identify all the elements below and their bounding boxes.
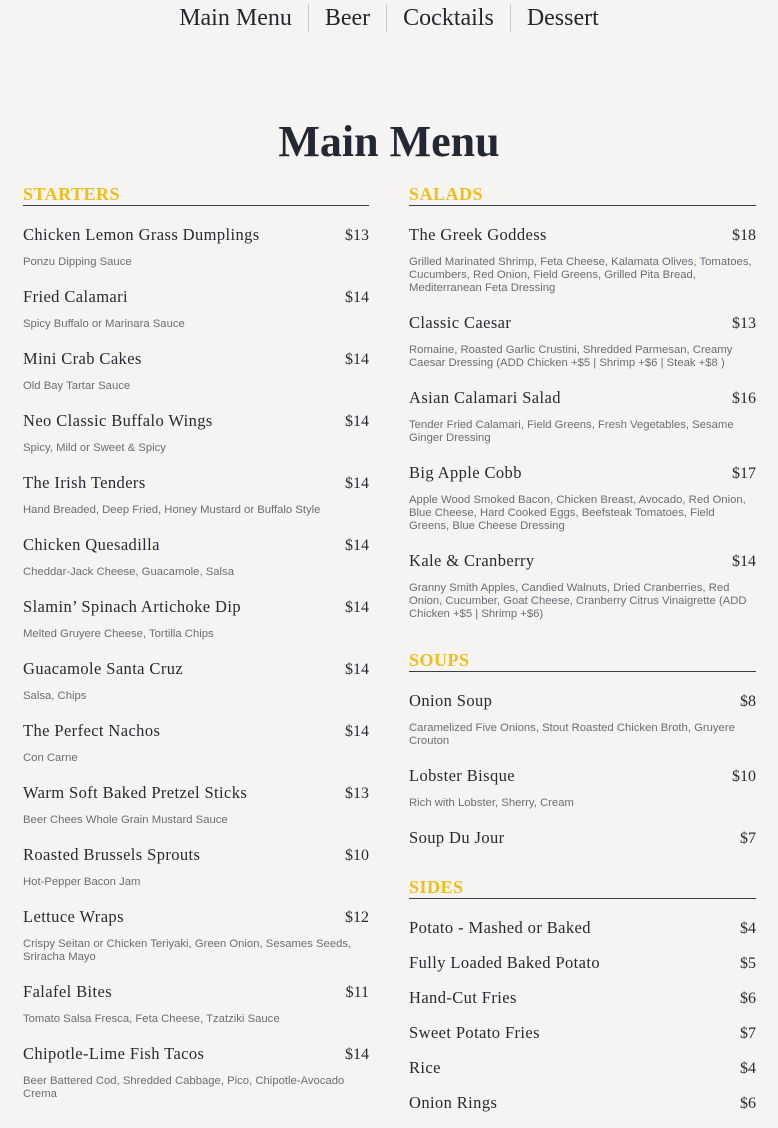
menu-item-name: Sweet Potato Fries	[409, 1023, 540, 1042]
menu-item	[409, 225, 756, 295]
menu-item-row	[409, 953, 756, 973]
menu-item-price: $14	[345, 475, 369, 492]
menu-item-row	[409, 463, 756, 483]
menu-item-price: $18	[732, 227, 756, 244]
menu-item	[23, 982, 369, 1026]
menu-item-price: $14	[345, 413, 369, 430]
menu-item-price: $14	[345, 537, 369, 554]
menu-item	[23, 411, 369, 455]
menu-item-row	[409, 766, 756, 786]
menu-item-name: Neo Classic Buffalo Wings	[23, 411, 213, 430]
menu-item	[23, 721, 369, 765]
menu-item	[409, 1058, 756, 1078]
menu-item-price: $14	[345, 351, 369, 368]
menu-item-price: $10	[732, 768, 756, 785]
menu-item-description: Spicy, Mild or Sweet & Spicy	[23, 442, 166, 454]
menu-item	[409, 463, 756, 533]
nav-cocktails[interactable]: Cocktails	[403, 5, 494, 31]
menu-item-description: Ponzu Dipping Sauce	[23, 256, 132, 268]
menu-item-price: $6	[740, 990, 756, 1007]
section-heading: SALADS	[409, 183, 756, 206]
menu-item-row	[23, 659, 369, 679]
menu-item-name: Mini Crab Cakes	[23, 349, 142, 368]
menu-item-name: Fried Calamari	[23, 287, 129, 306]
menu-item-name: Chicken Quesadilla	[23, 535, 160, 554]
menu-item-price: $13	[732, 315, 756, 332]
menu-item-name: Roasted Brussels Sprouts	[23, 845, 201, 864]
menu-item	[23, 349, 369, 393]
menu-item-description: Cheddar-Jack Cheese, Guacamole, Salsa	[23, 566, 234, 578]
menu-item-row	[23, 411, 369, 431]
menu-item-description: Grilled Marinated Shrimp, Feta Cheese, Kalamata Olives, Tomatoes, Cucumbers, Red Onion, Field Greens, Grilled Pita Bread, Mediterranean Feta Dressing	[409, 256, 752, 294]
menu-item	[23, 535, 369, 579]
menu-item	[409, 918, 756, 938]
menu-item-price: $7	[740, 1025, 756, 1042]
menu-item-name: The Greek Goddess	[409, 225, 547, 244]
menu-item-price: $4	[740, 1060, 756, 1077]
menu-item-name: Fully Loaded Baked Potato	[409, 953, 601, 972]
menu-item-description: Apple Wood Smoked Bacon, Chicken Breast, Avocado, Red Onion, Blue Cheese, Hard Cooked Eggs, Beefsteak Tomatoes, Field Greens, Blue Cheese Dressing	[409, 494, 746, 532]
menu-item-name: Kale & Cranberry	[409, 551, 535, 570]
menu-item-row	[409, 1093, 756, 1113]
menu-item	[409, 828, 756, 848]
top-nav	[0, 0, 778, 36]
menu-item-name: Asian Calamari Salad	[409, 388, 561, 407]
menu-item-row	[23, 783, 369, 803]
menu-section-soups	[409, 649, 756, 848]
menu-item-name: Onion Rings	[409, 1093, 498, 1112]
left-column	[23, 183, 369, 1119]
menu-item-price: $5	[740, 955, 756, 972]
menu-item-name: Lettuce Wraps	[23, 907, 124, 926]
menu-item-row	[409, 1023, 756, 1043]
section-heading: SOUPS	[409, 649, 756, 672]
menu-item-price: $6	[740, 1095, 756, 1112]
menu-item-row	[409, 988, 756, 1008]
menu-item-row	[23, 845, 369, 865]
menu-item	[409, 313, 756, 370]
menu-item	[23, 783, 369, 827]
menu-item-price: $8	[740, 693, 756, 710]
menu-item	[23, 473, 369, 517]
menu-item-description: Con Carne	[23, 752, 78, 764]
menu-item-row	[409, 225, 756, 245]
menu-item-price: $7	[740, 830, 756, 847]
menu-item-price: $14	[345, 599, 369, 616]
menu-item-name: The Perfect Nachos	[23, 721, 161, 740]
menu-item-row	[23, 721, 369, 741]
page-title: Main Menu	[278, 117, 500, 166]
menu-item-name: The Irish Tenders	[23, 473, 146, 492]
menu-item	[23, 597, 369, 641]
menu-section-sides	[409, 876, 756, 1113]
menu-item-description: Melted Gruyere Cheese, Tortilla Chips	[23, 628, 214, 640]
menu-item-row	[409, 918, 756, 938]
menu-item-name: Warm Soft Baked Pretzel Sticks	[23, 783, 248, 802]
menu-item-row	[409, 1058, 756, 1078]
menu-item	[409, 1023, 756, 1043]
menu-item	[23, 659, 369, 703]
menu-item-row	[23, 597, 369, 617]
menu-item-name: Falafel Bites	[23, 982, 113, 1001]
menu-item-row	[23, 287, 369, 307]
menu-item-price: $14	[345, 723, 369, 740]
menu-item-name: Potato - Mashed or Baked	[409, 918, 591, 937]
menu-item-price: $13	[345, 785, 369, 802]
menu-item-description: Old Bay Tartar Sauce	[23, 380, 131, 392]
menu-item-row	[23, 535, 369, 555]
menu-item	[23, 225, 369, 269]
menu-item-description: Granny Smith Apples, Candied Walnuts, Dried Cranberries, Red Onion, Cucumber, Goat Cheese, Cranberry Citrus Vinaigrette (ADD Chicken +$5 | Shrimp +$6)	[409, 582, 747, 620]
section-heading: SIDES	[409, 876, 756, 899]
menu-item-price: $11	[345, 984, 369, 1001]
menu-item-description: Hand Breaded, Deep Fried, Honey Mustard or Buffalo Style	[23, 504, 321, 516]
menu-item-description: Spicy Buffalo or Marinara Sauce	[23, 318, 185, 330]
menu-item	[23, 287, 369, 331]
menu-item-name: Onion Soup	[409, 691, 493, 710]
menu-item-row	[409, 313, 756, 333]
menu-item-row	[409, 828, 756, 848]
menu-item-name: Rice	[409, 1058, 441, 1077]
menu-item-description: Hot-Pepper Bacon Jam	[23, 876, 141, 888]
menu-item-row	[23, 473, 369, 493]
menu-item-price: $16	[732, 390, 756, 407]
menu-item-description: Beer Chees Whole Grain Mustard Sauce	[23, 814, 228, 826]
menu-item-row	[23, 349, 369, 369]
menu-item-price: $17	[732, 465, 756, 482]
menu-item-price: $14	[345, 1046, 369, 1063]
menu-item-name: Chipotle-Lime Fish Tacos	[23, 1044, 205, 1063]
menu-item-price: $13	[345, 227, 369, 244]
section-heading: STARTERS	[23, 183, 369, 206]
section-spacer	[409, 639, 756, 649]
menu-item-row	[409, 691, 756, 711]
menu-item-description: Caramelized Five Onions, Stout Roasted Chicken Broth, Gruyere Crouton	[409, 722, 735, 747]
menu-item-price: $14	[732, 553, 756, 570]
menu-item-row	[409, 551, 756, 571]
menu-item	[409, 988, 756, 1008]
menu-item	[23, 845, 369, 889]
menu-item	[409, 1093, 756, 1113]
menu-item	[409, 388, 756, 445]
menu-item-price: $14	[345, 661, 369, 678]
menu-item-price: $10	[345, 847, 369, 864]
menu-item-name: Soup Du Jour	[409, 828, 505, 847]
menu-item	[409, 953, 756, 973]
menu-item-description: Tender Fried Calamari, Field Greens, Fresh Vegetables, Sesame Ginger Dressing	[409, 419, 734, 444]
menu-item-name: Guacamole Santa Cruz	[23, 659, 184, 678]
menu-item-name: Chicken Lemon Grass Dumplings	[23, 225, 260, 244]
menu-item-price: $12	[345, 909, 369, 926]
menu-item-price: $14	[345, 289, 369, 306]
menu-item-name: Hand-Cut Fries	[409, 988, 517, 1007]
right-column	[409, 183, 756, 1128]
nav-dessert[interactable]: Dessert	[526, 5, 599, 31]
menu-item-description: Rich with Lobster, Sherry, Cream	[409, 797, 574, 809]
menu-item-row	[23, 982, 369, 1002]
menu-item	[409, 691, 756, 748]
nav-main-menu[interactable]: Main Menu	[179, 5, 292, 31]
menu-section-starters	[23, 183, 369, 1101]
menu-item	[23, 1044, 369, 1101]
menu-item-row	[409, 388, 756, 408]
menu-item-name: Slamin’ Spinach Artichoke Dip	[23, 597, 241, 616]
menu-item-description: Crispy Seitan or Chicken Teriyaki, Green Onion, Sesames Seeds, Sriracha Mayo	[23, 938, 352, 963]
menu-item	[23, 907, 369, 964]
menu-item-row	[23, 1044, 369, 1064]
menu-item	[409, 551, 756, 621]
menu-item-name: Classic Caesar	[409, 313, 512, 332]
menu-item-row	[23, 225, 369, 245]
menu-item-description: Beer Battered Cod, Shredded Cabbage, Pico, Chipotle-Avocado Crema	[23, 1075, 345, 1100]
menu-item-description: Romaine, Roasted Garlic Crustini, Shredded Parmesan, Creamy Caesar Dressing (ADD Chicken +$5 | Shrimp +$6 | Steak +$8 )	[409, 344, 733, 369]
menu-section-salads	[409, 183, 756, 621]
menu-item	[409, 766, 756, 810]
menu-item-description: Salsa, Chips	[23, 690, 87, 702]
menu-item-name: Big Apple Cobb	[409, 463, 522, 482]
menu-item-row	[23, 907, 369, 927]
menu-item-price: $4	[740, 920, 756, 937]
menu-item-description: Tomato Salsa Fresca, Feta Cheese, Tzatziki Sauce	[23, 1013, 280, 1025]
nav-beer[interactable]: Beer	[324, 5, 371, 31]
menu-item-name: Lobster Bisque	[409, 766, 515, 785]
section-spacer	[409, 866, 756, 876]
